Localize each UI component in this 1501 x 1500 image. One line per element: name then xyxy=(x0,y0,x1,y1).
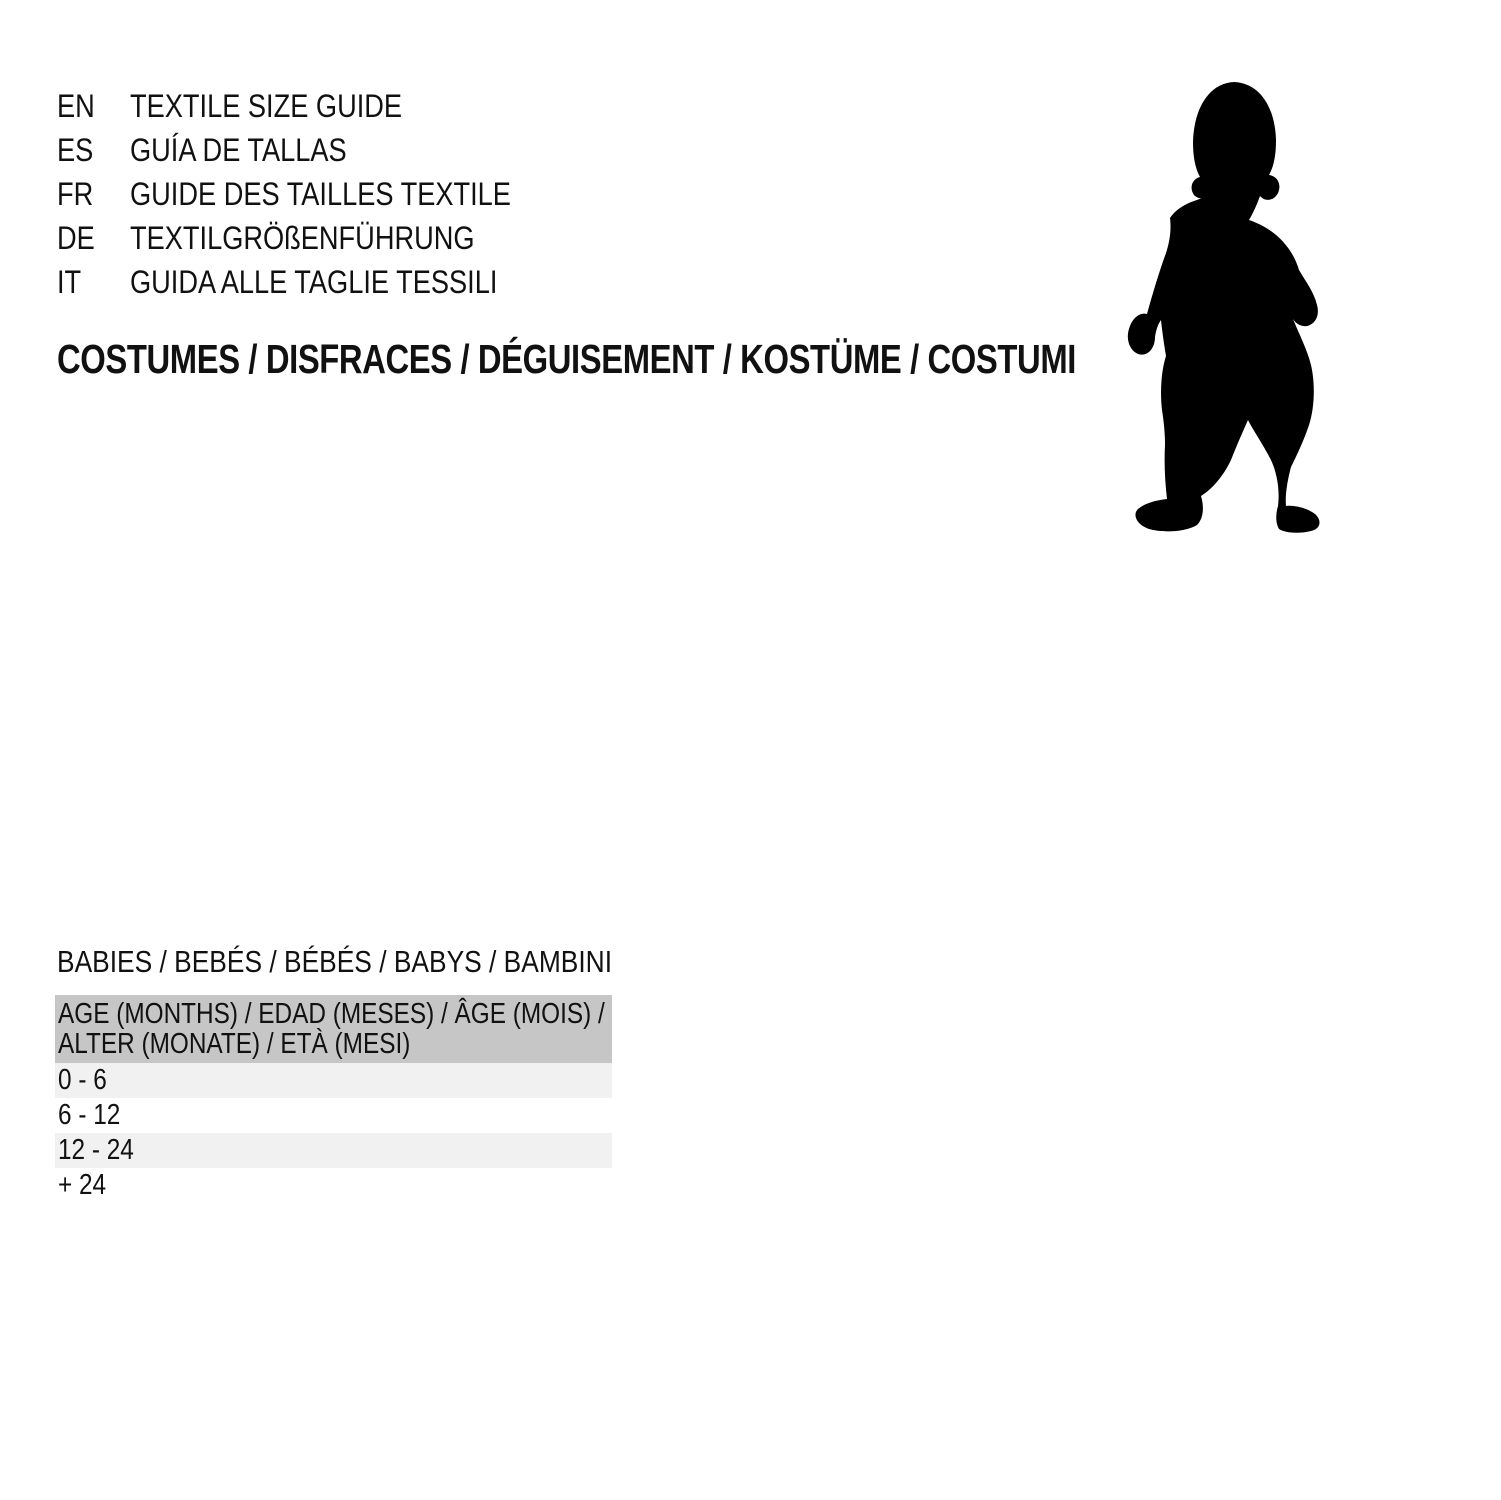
category-title: COSTUMES / DISFRACES / DÉGUISEMENT / KOSTÜME / COSTUMI xyxy=(57,336,1076,382)
baby-silhouette-icon xyxy=(1103,62,1403,562)
language-code: DE xyxy=(57,220,95,256)
age-table-row xyxy=(55,1098,612,1133)
babies-age-table xyxy=(55,995,612,1203)
language-label: GUIDA ALLE TAGLIE TESSILI xyxy=(130,264,498,300)
language-label: GUÍA DE TALLAS xyxy=(130,132,347,168)
language-code: IT xyxy=(57,264,82,300)
age-table-row xyxy=(55,1168,612,1203)
age-table-header-label: AGE (MONTHS) / EDAD (MESES) / ÂGE (MOIS) / ALTER (MONATE) / ETÀ (MESI) xyxy=(58,998,605,1060)
age-range: 6 - 12 xyxy=(58,1099,121,1131)
language-label: GUIDE DES TAILLES TEXTILE xyxy=(130,176,511,212)
language-code: EN xyxy=(57,88,95,124)
language-label: TEXTILGRÖßENFÜHRUNG xyxy=(130,220,475,256)
age-table-header xyxy=(55,995,612,1063)
babies-section-title: BABIES / BEBÉS / BÉBÉS / BABYS / BAMBINI xyxy=(57,944,613,979)
language-code: FR xyxy=(57,176,94,212)
language-label: TEXTILE SIZE GUIDE xyxy=(130,88,403,124)
age-range: + 24 xyxy=(58,1169,107,1201)
language-code: ES xyxy=(57,132,94,168)
age-table-row xyxy=(55,1063,612,1098)
age-range: 0 - 6 xyxy=(58,1064,107,1096)
age-table-row xyxy=(55,1133,612,1168)
age-range: 12 - 24 xyxy=(58,1134,134,1166)
